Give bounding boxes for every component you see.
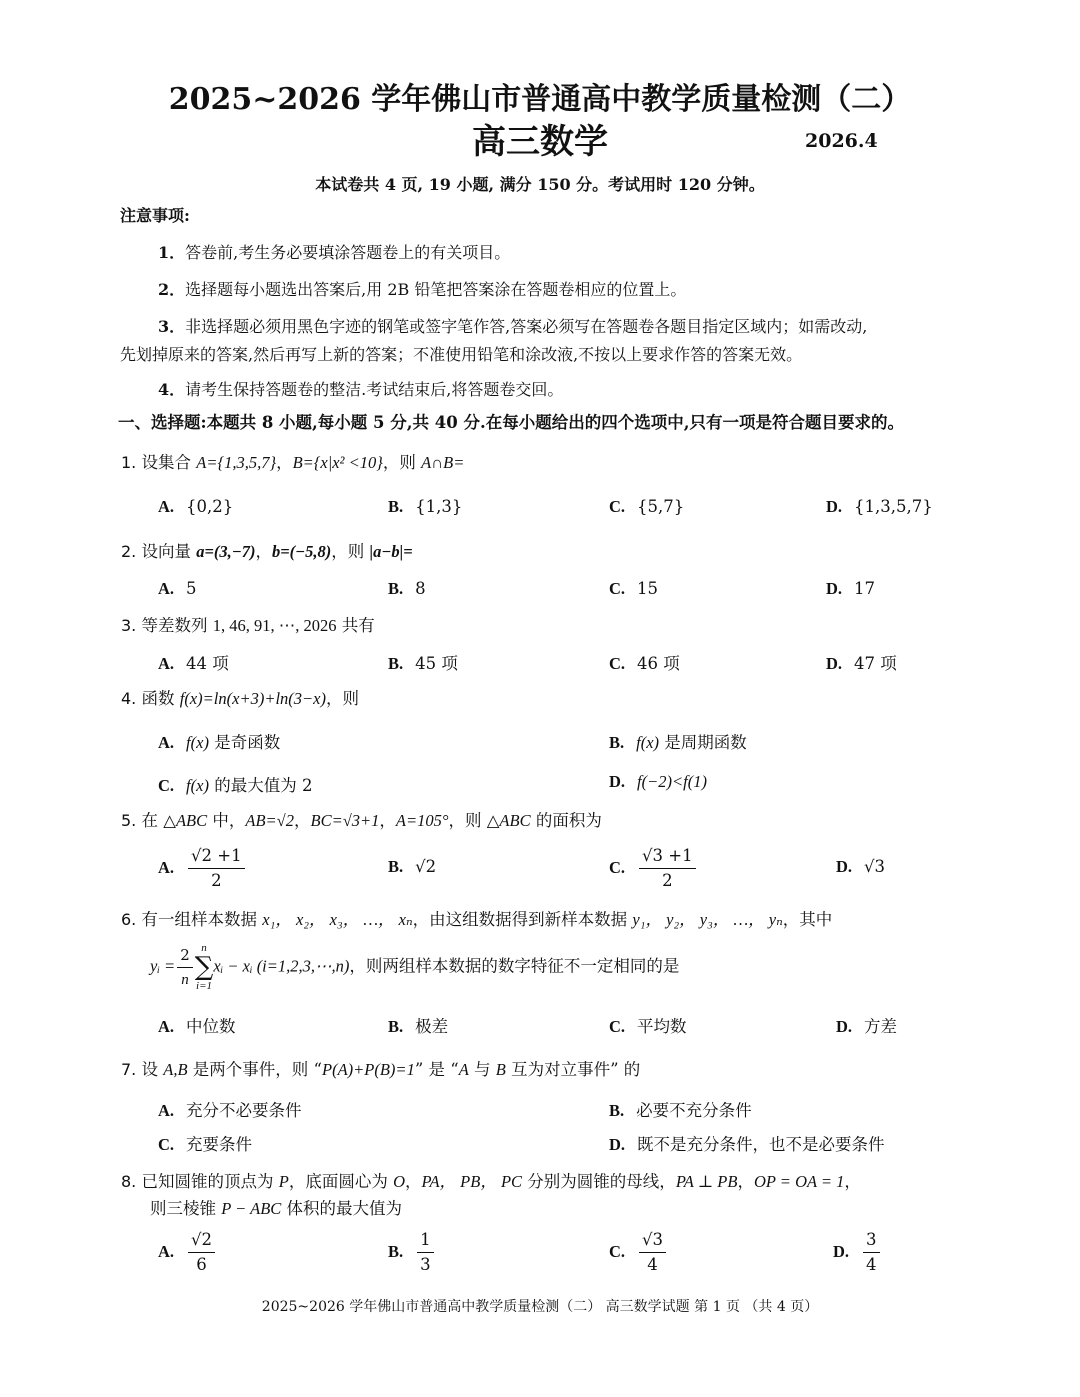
notice-heading: 注意事项: [120,206,190,225]
option-c[interactable] [609,579,658,599]
stem-math: f(x)=ln(x+3)+ln(3−x) [179,689,326,708]
section-heading: 一、选择题:本题共 8 小题,每小题 5 分,共 40 分.在每小题给出的四个选项中,只有一项是符合题目要求的。 [118,413,904,432]
notice-item-3 [158,314,867,337]
option-text: 45 项 [415,654,458,673]
question-number: 2. [121,542,137,561]
notice-text: 选择题每小题选出答案后,用 2B 铅笔把答案涂在答题卷相应的位置上。 [185,280,687,299]
notice-text: 非选择题必须用黑色字迹的钢笔或签字笔作答,答案必须写在答题卷各题目指定区域内；如需改动, [185,317,868,336]
question-5 [121,807,602,831]
option-text: 的最大值为 2 [214,776,313,795]
formula-fraction [177,945,193,990]
stem-math: B={x|x² <10} [292,453,383,472]
denominator: 4 [647,1255,658,1274]
question-1 [121,449,464,473]
notice-num: 1． [158,243,186,262]
stem-math: P [278,1172,289,1191]
sigma-icon: ∑ [194,952,214,982]
option-text: 平均数 [637,1017,687,1036]
stem-text: ，其中 [782,910,833,929]
option-label: D. [826,497,843,516]
option-text: 中位数 [186,1017,236,1036]
stem-math: b=(−5,8) [272,542,332,561]
stem-math: BC=√3+1 [310,811,380,830]
option-a[interactable] [158,729,280,753]
stem-text: 设向量 [141,542,197,561]
option-fraction [417,1230,434,1275]
question-number: 5. [121,811,137,830]
stem-math: a=(3,−7) [196,542,256,561]
option-text: 既不是充分条件，也不是必要条件 [637,1135,885,1154]
question-number: 6. [121,910,137,929]
option-a[interactable] [158,497,233,517]
option-label: A. [158,497,175,516]
option-label: D. [833,1242,850,1261]
sum-upper: n [201,942,207,954]
stem-text: 有一组样本数据 [141,910,263,929]
stem-text: ， [844,1172,861,1191]
stem-math: A∩B= [421,453,465,472]
notice-item-4 [158,377,563,400]
option-text: 是奇函数 [214,733,281,752]
stem-text: 体积的最大值为 [281,1199,403,1218]
option-math: f(x) [186,733,209,752]
denominator: 4 [866,1255,877,1274]
option-a[interactable] [158,579,197,599]
option-c[interactable] [609,497,684,517]
numerator: √2 [188,1230,215,1253]
option-text: 46 项 [637,654,680,673]
stem-text: ，则两组样本数据的数字特征不一定相同的是 [349,956,680,976]
stem-math: P − ABC [221,1199,282,1218]
stem-math: △ABC [163,811,208,830]
stem-text: ， [379,811,396,830]
denominator: 6 [196,1255,207,1274]
option-fraction [639,846,696,891]
option-d[interactable] [836,857,885,877]
notice-text: 请考生保持答题卷的整洁.考试结束后,将答题卷交回。 [185,380,564,399]
stem-text: 在 [141,811,164,830]
option-math: f(x) [636,733,660,752]
question-8 [121,1168,861,1192]
option-b[interactable] [388,857,436,877]
option-label: B. [388,1017,404,1036]
stem-text: ，底面圆心为 [288,1172,394,1191]
numerator: 3 [863,1230,880,1253]
option-fraction [639,1230,666,1275]
option-label: D. [609,772,626,791]
option-label: B. [388,857,404,876]
question-6-formula [150,942,679,992]
option-label: A. [158,1017,175,1036]
stem-math: PA， PB， PC [421,1172,523,1191]
numerator: 2 [177,945,193,968]
stem-text: ，由这组数据得到新样本数据 [412,910,633,929]
sum-lower: i=1 [196,980,213,992]
option-c[interactable] [158,1131,252,1155]
option-text: 15 [637,579,659,598]
option-text: {0,2} [186,497,234,516]
stem-math: B [495,1060,506,1079]
option-text: 必要不充分条件 [636,1101,752,1120]
stem-text: 已知圆锥的顶点为 [141,1172,279,1191]
option-d[interactable] [826,650,897,674]
stem-text: ，则 [382,453,422,472]
stem-text: ，则 [331,542,370,561]
option-text: 极差 [415,1017,449,1036]
option-text: 充分不必要条件 [186,1101,302,1120]
stem-math: A=105° [395,811,449,830]
page-footer: 2025~2026 学年佛山市普通高中教学质量检测（二） 高三数学试题 第 1 页 （共 4 页） [261,1299,819,1315]
question-3 [121,612,375,636]
stem-text: 共有 [336,616,375,635]
option-d[interactable] [609,772,707,792]
option-c[interactable] [609,1230,668,1275]
stem-text: 函数 [141,689,180,708]
option-d[interactable] [609,1131,885,1155]
option-text: {5,7} [637,497,685,516]
option-label: C. [609,858,626,877]
stem-math: OP = OA = 1 [753,1172,845,1191]
stem-text: 等差数列 [141,616,213,635]
stem-math: △ABC [486,811,531,830]
stem-math: AB=√2 [245,811,294,830]
option-label: D. [609,1135,626,1154]
option-b[interactable] [388,1230,436,1275]
stem-text: 中， [207,811,246,830]
stem-text: ，则 [326,689,359,708]
stem-text: ， [405,1172,422,1191]
stem-text: 的面积为 [530,811,602,830]
notice-num: 3． [158,317,186,336]
option-math: f(−2)<f(1) [637,772,707,791]
question-number: 1. [121,453,137,472]
option-text: √3 [864,857,886,876]
option-label: D. [826,654,843,673]
option-c[interactable] [609,1013,687,1037]
option-fraction [188,846,245,891]
option-text: 44 项 [186,654,229,673]
stem-math: A [458,1060,469,1079]
option-math: f(x) [186,776,209,795]
option-label: A. [158,654,175,673]
option-label: C. [609,1242,626,1261]
option-label: A. [158,579,175,598]
question-number: 7. [121,1060,137,1079]
question-8-cont [150,1195,402,1219]
stem-math: PA ⊥ PB [675,1172,738,1191]
denominator: 2 [211,871,222,890]
option-a[interactable] [158,1230,217,1275]
question-6 [121,906,832,930]
stem-math: A,B [163,1060,188,1079]
option-c[interactable] [609,846,698,891]
question-number: 3. [121,616,137,635]
option-label: C. [609,497,626,516]
numerator: √2 +1 [188,846,245,869]
option-d[interactable] [826,579,875,599]
option-label: A. [158,858,175,877]
option-label: B. [609,1101,625,1120]
notice-text: 答卷前,考生务必要填涂答题卷上的有关项目。 [185,243,511,262]
option-a[interactable] [158,1013,236,1037]
option-d[interactable] [826,497,933,517]
option-d[interactable] [833,1230,882,1275]
stem-math: x₁， x₂， x₃， …， xₙ [262,910,413,929]
option-b[interactable] [609,1097,752,1121]
stem-text: 设集合 [141,453,197,472]
option-text: 17 [854,579,876,598]
option-text: 47 项 [854,654,897,673]
question-number: 4. [121,689,137,708]
option-c[interactable] [158,772,312,796]
stem-math: A={1,3,5,7} [196,453,277,472]
option-c[interactable] [609,650,680,674]
option-text: 5 [186,579,197,598]
stem-text: ， [737,1172,754,1191]
option-label: B. [388,497,404,516]
denominator: 3 [420,1255,431,1274]
stem-text: 则三棱锥 [150,1199,222,1218]
option-text: {1,3,5,7} [854,497,933,516]
stem-text: ， [276,453,293,472]
notice-item-3-cont: 先划掉原来的答案,然后再写上新的答案；不准使用铅笔和涂改液,不按以上要求作答的答案无效。 [120,345,803,364]
exam-title: 2025~2026 学年佛山市普通高中教学质量检测（二） [168,82,912,117]
notice-num: 4． [158,380,186,399]
option-label: A. [158,733,175,752]
option-a[interactable] [158,650,229,674]
option-text: 是周期函数 [664,733,747,752]
stem-text: 互为对立事件” 的 [505,1060,641,1079]
stem-math: P(A)+P(B)=1 [322,1060,415,1079]
option-b[interactable] [609,729,747,753]
notice-item-2 [158,277,686,300]
option-b[interactable] [388,650,458,674]
option-label: C. [158,776,175,795]
option-label: C. [609,579,626,598]
stem-text: ，则 [448,811,487,830]
exam-date: 2026.4 [805,130,878,152]
option-a[interactable] [158,846,247,891]
option-label: B. [388,654,404,673]
notice-item-1 [158,240,510,263]
denominator: n [181,971,189,988]
option-text: 8 [415,579,426,598]
option-label: A. [158,1242,175,1261]
option-fraction [188,1230,215,1275]
option-text: √2 [415,857,437,876]
option-label: D. [836,857,853,876]
option-b[interactable] [388,579,426,599]
stem-text: 与 [468,1060,496,1079]
option-b[interactable] [388,497,462,517]
sum-symbol [195,942,214,992]
option-d[interactable] [836,1013,897,1037]
option-fraction [863,1230,880,1275]
stem-math: |a−b|= [369,542,413,561]
option-label: C. [609,654,626,673]
option-label: C. [609,1017,626,1036]
stem-math: 1, 46, 91, ⋯, 2026 [212,616,337,635]
option-a[interactable] [158,1097,302,1121]
denominator: 2 [662,871,673,890]
numerator: 1 [417,1230,434,1253]
numerator: √3 [639,1230,666,1253]
question-7 [121,1056,640,1080]
stem-text: 分别为圆锥的母线， [522,1172,676,1191]
stem-math: y₁， y₂， y₃， …， yₙ [632,910,783,929]
question-number: 8. [121,1172,137,1191]
option-b[interactable] [388,1013,448,1037]
option-text: 充要条件 [186,1135,253,1154]
stem-text: ， [255,542,273,561]
stem-text: ” 是 “ [414,1060,459,1079]
option-label: D. [826,579,843,598]
question-2 [121,538,413,562]
option-text: {1,3} [415,497,463,516]
stem-text: ， [293,811,311,830]
exam-info: 本试卷共 4 页, 19 小题, 满分 150 分。考试用时 120 分钟。 [315,175,765,194]
option-label: A. [158,1101,175,1120]
numerator: √3 +1 [639,846,696,869]
option-label: C. [158,1135,175,1154]
formula-lhs: yᵢ = [150,956,176,976]
question-4 [121,685,359,709]
stem-math: O [393,1172,406,1191]
option-text: 方差 [864,1017,898,1036]
option-label: D. [836,1017,853,1036]
stem-text: 是两个事件，则 “ [187,1060,322,1079]
option-label: B. [388,579,404,598]
option-label: B. [609,733,625,752]
notice-num: 2． [158,280,186,299]
formula-rhs: xᵢ − xᵢ (i=1,2,3,⋯,n) [213,956,350,976]
stem-text: 设 [141,1060,164,1079]
option-label: B. [388,1242,404,1261]
subject-title: 高三数学 [472,122,608,162]
